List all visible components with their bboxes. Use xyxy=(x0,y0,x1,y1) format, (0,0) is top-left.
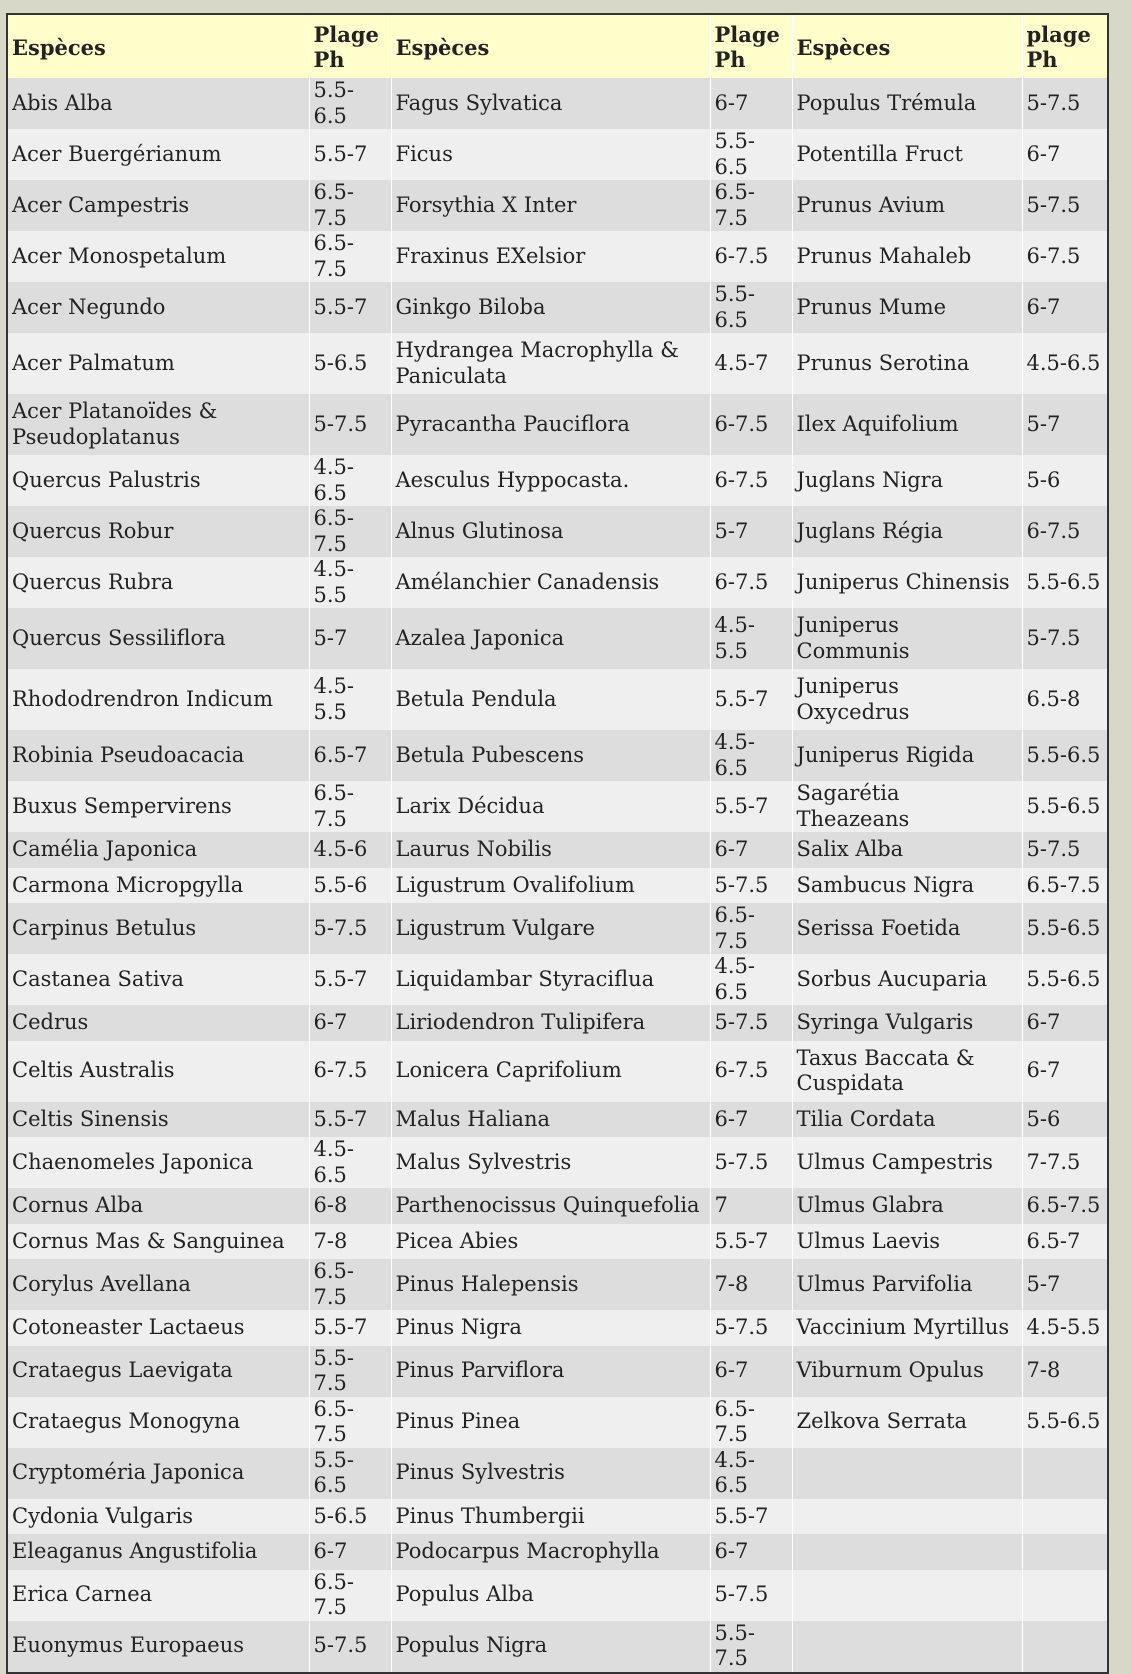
ph-range-cell: 5.5-6.5 xyxy=(1022,557,1107,608)
ph-range-cell: 5.5-7 xyxy=(710,1499,792,1535)
species-cell: Ulmus Parvifolia xyxy=(792,1259,1022,1310)
ph-range-cell: 6-8 xyxy=(309,1188,391,1224)
species-cell xyxy=(792,1621,1022,1672)
ph-range-cell: 5.5-7 xyxy=(309,129,391,180)
species-cell: Cydonia Vulgaris xyxy=(8,1499,309,1535)
ph-range-cell: 5.5-6.5 xyxy=(1022,730,1107,781)
ph-range-cell: 6-7.5 xyxy=(710,557,792,608)
species-cell: Crataegus Monogyna xyxy=(8,1397,309,1448)
ph-range-cell: 6-7 xyxy=(710,832,792,868)
ph-range-cell: 5-7.5 xyxy=(710,1570,792,1621)
species-cell: Quercus Rubra xyxy=(8,557,309,608)
species-cell: Serissa Foetida xyxy=(792,903,1022,954)
ph-range-cell: 5-7.5 xyxy=(309,903,391,954)
ph-range-cell: 5.5-7 xyxy=(309,1310,391,1346)
ph-range-cell: 6-7.5 xyxy=(710,455,792,506)
species-cell: Hydrangea Macrophylla & Paniculata xyxy=(391,333,710,394)
ph-range-cell: 5-7.5 xyxy=(710,1310,792,1346)
species-cell: Juniperus Rigida xyxy=(792,730,1022,781)
ph-range-cell: 6.5-7.5 xyxy=(309,1259,391,1310)
ph-range-cell: 6.5-7.5 xyxy=(309,180,391,231)
species-cell: Populus Trémula xyxy=(792,78,1022,129)
species-cell: Euonymus Europaeus xyxy=(8,1621,309,1672)
ph-range-cell: 5-7 xyxy=(1022,1259,1107,1310)
species-cell: Ficus xyxy=(391,129,710,180)
ph-range-cell: 6.5-7.5 xyxy=(710,903,792,954)
species-cell: Juniperus Oxycedrus xyxy=(792,669,1022,730)
table-row xyxy=(8,1005,1107,1041)
table-row xyxy=(8,1137,1107,1188)
species-cell: Parthenocissus Quinquefolia xyxy=(391,1188,710,1224)
species-cell: Erica Carnea xyxy=(8,1570,309,1621)
ph-range-cell: 5.5-7 xyxy=(309,282,391,333)
ph-range-cell: 4.5-6.5 xyxy=(309,455,391,506)
species-cell: Ulmus Glabra xyxy=(792,1188,1022,1224)
ph-range-cell: 5.5-6.5 xyxy=(1022,781,1107,832)
species-cell: Chaenomeles Japonica xyxy=(8,1137,309,1188)
species-cell: Pinus Pinea xyxy=(391,1397,710,1448)
ph-range-cell: 4.5-6.5 xyxy=(1022,333,1107,394)
table-row xyxy=(8,1499,1107,1535)
species-cell xyxy=(792,1534,1022,1570)
species-cell: Celtis Sinensis xyxy=(8,1102,309,1138)
ph-range-cell: 7-8 xyxy=(710,1259,792,1310)
species-cell: Acer Platanoïdes & Pseudoplatanus xyxy=(8,394,309,455)
ph-range-cell: 6-7.5 xyxy=(1022,506,1107,557)
species-cell: Juniperus Communis xyxy=(792,608,1022,669)
ph-range-cell: 5.5-6 xyxy=(309,868,391,904)
species-cell: Pinus Halepensis xyxy=(391,1259,710,1310)
species-cell xyxy=(792,1448,1022,1499)
ph-range-cell: 6-7.5 xyxy=(309,1041,391,1102)
species-cell: Corylus Avellana xyxy=(8,1259,309,1310)
ph-range-cell: 4.5-6.5 xyxy=(710,954,792,1005)
ph-range-cell: 5.5-7 xyxy=(710,781,792,832)
ph-range-cell: 7-7.5 xyxy=(1022,1137,1107,1188)
species-cell: Abis Alba xyxy=(8,78,309,129)
ph-range-cell: 5.5-7.5 xyxy=(309,1346,391,1397)
ph-range-cell: 5.5-7 xyxy=(710,1224,792,1260)
table-row xyxy=(8,180,1107,231)
ph-range-cell: 6.5-8 xyxy=(1022,669,1107,730)
ph-range-cell: 5-7.5 xyxy=(1022,78,1107,129)
ph-range-cell: 7-8 xyxy=(1022,1346,1107,1397)
table-row xyxy=(8,1259,1107,1310)
ph-range-cell: 6.5-7.5 xyxy=(710,180,792,231)
ph-range-cell: 5-6.5 xyxy=(309,333,391,394)
species-cell: Castanea Sativa xyxy=(8,954,309,1005)
ph-range-cell: 5.5-6.5 xyxy=(1022,1397,1107,1448)
species-cell: Quercus Robur xyxy=(8,506,309,557)
species-cell: Juglans Nigra xyxy=(792,455,1022,506)
species-cell: Ulmus Laevis xyxy=(792,1224,1022,1260)
ph-range-cell: 6-7 xyxy=(309,1005,391,1041)
ph-range-cell: 6-7.5 xyxy=(1022,231,1107,282)
header-ph-range-1: Plage Ph xyxy=(309,15,391,78)
ph-range-cell: 5-7.5 xyxy=(1022,608,1107,669)
species-cell: Pinus Thumbergii xyxy=(391,1499,710,1535)
species-cell: Acer Palmatum xyxy=(8,333,309,394)
header-ph-range-3: plage Ph xyxy=(1022,15,1107,78)
species-cell: Fraxinus EXelsior xyxy=(391,231,710,282)
species-cell: Carpinus Betulus xyxy=(8,903,309,954)
table-row xyxy=(8,1041,1107,1102)
species-cell: Prunus Mume xyxy=(792,282,1022,333)
species-cell: Podocarpus Macrophylla xyxy=(391,1534,710,1570)
ph-range-cell: 6-7 xyxy=(1022,129,1107,180)
table-row xyxy=(8,1102,1107,1138)
ph-range-cell: 5.5-6.5 xyxy=(710,282,792,333)
ph-range-cell: 6-7 xyxy=(710,1102,792,1138)
species-cell: Picea Abies xyxy=(391,1224,710,1260)
ph-range-cell: 6.5-7.5 xyxy=(1022,1188,1107,1224)
species-cell: Tilia Cordata xyxy=(792,1102,1022,1138)
table-row xyxy=(8,1346,1107,1397)
table-row xyxy=(8,730,1107,781)
species-cell: Populus Alba xyxy=(391,1570,710,1621)
ph-range-cell: 6-7.5 xyxy=(710,1041,792,1102)
table-row xyxy=(8,1310,1107,1346)
species-cell: Acer Buergérianum xyxy=(8,129,309,180)
species-cell: Syringa Vulgaris xyxy=(792,1005,1022,1041)
species-cell: Quercus Sessiliflora xyxy=(8,608,309,669)
species-cell: Larix Décidua xyxy=(391,781,710,832)
species-cell: Juniperus Chinensis xyxy=(792,557,1022,608)
species-cell: Cryptoméria Japonica xyxy=(8,1448,309,1499)
ph-range-cell xyxy=(1022,1448,1107,1499)
ph-range-cell: 6.5-7.5 xyxy=(309,1397,391,1448)
ph-range-cell: 5-7.5 xyxy=(309,1621,391,1672)
species-cell: Prunus Serotina xyxy=(792,333,1022,394)
species-cell: Forsythia X Inter xyxy=(391,180,710,231)
species-ph-table xyxy=(8,15,1107,1672)
ph-range-cell: 6-7 xyxy=(710,78,792,129)
ph-range-cell: 5.5-6.5 xyxy=(309,78,391,129)
ph-range-cell: 4.5-6.5 xyxy=(309,1137,391,1188)
species-cell: Liquidambar Styraciflua xyxy=(391,954,710,1005)
ph-range-cell: 6.5-7.5 xyxy=(309,1570,391,1621)
table-row xyxy=(8,608,1107,669)
table-row xyxy=(8,954,1107,1005)
ph-range-cell: 4.5-7 xyxy=(710,333,792,394)
ph-range-cell: 6-7 xyxy=(1022,1005,1107,1041)
ph-range-cell: 4.5-5.5 xyxy=(1022,1310,1107,1346)
ph-range-cell: 6-7 xyxy=(1022,282,1107,333)
ph-range-cell: 4.5-5.5 xyxy=(309,669,391,730)
ph-range-cell: 4.5-6 xyxy=(309,832,391,868)
table-row xyxy=(8,868,1107,904)
ph-range-cell: 6-7.5 xyxy=(710,231,792,282)
ph-range-cell: 6-7 xyxy=(1022,1041,1107,1102)
ph-range-cell: 4.5-5.5 xyxy=(309,557,391,608)
species-cell: Ilex Aquifolium xyxy=(792,394,1022,455)
ph-range-cell: 5-6 xyxy=(1022,455,1107,506)
ph-range-cell: 5.5-6.5 xyxy=(1022,954,1107,1005)
species-cell: Acer Negundo xyxy=(8,282,309,333)
ph-range-cell: 5.5-7 xyxy=(710,669,792,730)
species-cell: Amélanchier Canadensis xyxy=(391,557,710,608)
table-row xyxy=(8,1188,1107,1224)
species-cell: Populus Nigra xyxy=(391,1621,710,1672)
table-row xyxy=(8,1397,1107,1448)
table-header-row xyxy=(8,15,1107,78)
species-cell: Ligustrum Ovalifolium xyxy=(391,868,710,904)
ph-range-cell: 6-7 xyxy=(710,1534,792,1570)
table-row xyxy=(8,129,1107,180)
species-cell: Quercus Palustris xyxy=(8,455,309,506)
ph-range-cell: 6-7 xyxy=(309,1534,391,1570)
species-cell: Carmona Micropgylla xyxy=(8,868,309,904)
ph-range-cell: 5.5-7 xyxy=(309,1102,391,1138)
ph-range-cell: 5-6 xyxy=(1022,1102,1107,1138)
ph-range-cell: 5-7 xyxy=(309,608,391,669)
species-cell xyxy=(792,1570,1022,1621)
ph-range-cell: 5-7 xyxy=(1022,394,1107,455)
header-species-3: Espèces xyxy=(792,15,1022,78)
species-cell: Prunus Mahaleb xyxy=(792,231,1022,282)
ph-range-cell: 5-6.5 xyxy=(309,1499,391,1535)
table-row xyxy=(8,455,1107,506)
species-cell: Prunus Avium xyxy=(792,180,1022,231)
ph-range-cell: 5.5-6.5 xyxy=(1022,903,1107,954)
ph-range-cell xyxy=(1022,1499,1107,1535)
header-species-1: Espèces xyxy=(8,15,309,78)
ph-range-cell: 5-7.5 xyxy=(710,868,792,904)
ph-range-cell: 5.5-7 xyxy=(309,954,391,1005)
ph-range-cell: 5-7.5 xyxy=(1022,180,1107,231)
species-cell: Taxus Baccata & Cuspidata xyxy=(792,1041,1022,1102)
ph-range-cell: 6.5-7 xyxy=(1022,1224,1107,1260)
species-cell: Ulmus Campestris xyxy=(792,1137,1022,1188)
species-cell: Pinus Nigra xyxy=(391,1310,710,1346)
table-row xyxy=(8,903,1107,954)
ph-range-cell xyxy=(1022,1570,1107,1621)
table-row xyxy=(8,506,1107,557)
table-row xyxy=(8,1224,1107,1260)
species-cell: Acer Monospetalum xyxy=(8,231,309,282)
ph-range-cell: 5.5-6.5 xyxy=(309,1448,391,1499)
table-row xyxy=(8,282,1107,333)
table-row xyxy=(8,1570,1107,1621)
table-row xyxy=(8,669,1107,730)
species-cell: Lonicera Caprifolium xyxy=(391,1041,710,1102)
species-cell: Crataegus Laevigata xyxy=(8,1346,309,1397)
species-cell: Betula Pubescens xyxy=(391,730,710,781)
table-row xyxy=(8,78,1107,129)
ph-range-cell: 6.5-7.5 xyxy=(1022,868,1107,904)
species-cell: Fagus Sylvatica xyxy=(391,78,710,129)
species-cell: Cornus Alba xyxy=(8,1188,309,1224)
ph-range-cell: 5-7.5 xyxy=(710,1137,792,1188)
header-species-2: Espèces xyxy=(391,15,710,78)
species-cell: Salix Alba xyxy=(792,832,1022,868)
species-cell: Pinus Parviflora xyxy=(391,1346,710,1397)
ph-range-cell: 6.5-7.5 xyxy=(309,506,391,557)
species-cell: Robinia Pseudoacacia xyxy=(8,730,309,781)
table-row xyxy=(8,781,1107,832)
species-cell: Ligustrum Vulgare xyxy=(391,903,710,954)
species-cell: Eleaganus Angustifolia xyxy=(8,1534,309,1570)
header-ph-range-2: Plage Ph xyxy=(710,15,792,78)
table-row xyxy=(8,1621,1107,1672)
species-cell: Acer Campestris xyxy=(8,180,309,231)
species-cell: Cotoneaster Lactaeus xyxy=(8,1310,309,1346)
species-cell: Cornus Mas & Sanguinea xyxy=(8,1224,309,1260)
species-cell: Aesculus Hyppocasta. xyxy=(391,455,710,506)
ph-range-cell: 5-7.5 xyxy=(710,1005,792,1041)
ph-range-cell: 6.5-7.5 xyxy=(710,1397,792,1448)
ph-range-cell: 4.5-6.5 xyxy=(710,730,792,781)
ph-range-cell: 6.5-7 xyxy=(309,730,391,781)
ph-range-cell: 6-7 xyxy=(710,1346,792,1397)
table-row xyxy=(8,1534,1107,1570)
table-row xyxy=(8,557,1107,608)
species-cell: Malus Sylvestris xyxy=(391,1137,710,1188)
ph-range-cell xyxy=(1022,1621,1107,1672)
species-cell: Sorbus Aucuparia xyxy=(792,954,1022,1005)
ph-range-cell: 5-7.5 xyxy=(309,394,391,455)
species-cell: Laurus Nobilis xyxy=(391,832,710,868)
ph-range-cell: 5-7.5 xyxy=(1022,832,1107,868)
ph-range-cell: 5.5-7.5 xyxy=(710,1621,792,1672)
ph-range-cell: 6.5-7.5 xyxy=(309,231,391,282)
ph-range-cell: 7 xyxy=(710,1188,792,1224)
species-cell: Camélia Japonica xyxy=(8,832,309,868)
species-cell: Azalea Japonica xyxy=(391,608,710,669)
species-cell: Buxus Sempervirens xyxy=(8,781,309,832)
ph-range-cell: 6-7.5 xyxy=(710,394,792,455)
table-row xyxy=(8,231,1107,282)
ph-range-cell: 4.5-5.5 xyxy=(710,608,792,669)
species-cell: Malus Haliana xyxy=(391,1102,710,1138)
species-cell xyxy=(792,1499,1022,1535)
species-cell: Potentilla Fruct xyxy=(792,129,1022,180)
table-row xyxy=(8,333,1107,394)
species-cell: Cedrus xyxy=(8,1005,309,1041)
species-cell: Sambucus Nigra xyxy=(792,868,1022,904)
species-cell: Zelkova Serrata xyxy=(792,1397,1022,1448)
species-cell: Sagarétia Theazeans xyxy=(792,781,1022,832)
species-cell: Rhododrendron Indicum xyxy=(8,669,309,730)
ph-range-cell: 5.5-6.5 xyxy=(710,129,792,180)
ph-range-cell: 5-7 xyxy=(710,506,792,557)
species-cell: Viburnum Opulus xyxy=(792,1346,1022,1397)
species-cell: Alnus Glutinosa xyxy=(391,506,710,557)
ph-range-cell: 6.5-7.5 xyxy=(309,781,391,832)
species-ph-table-frame xyxy=(6,13,1109,1674)
ph-range-cell: 7-8 xyxy=(309,1224,391,1260)
species-cell: Liriodendron Tulipifera xyxy=(391,1005,710,1041)
table-row xyxy=(8,1448,1107,1499)
species-cell: Pinus Sylvestris xyxy=(391,1448,710,1499)
species-cell: Celtis Australis xyxy=(8,1041,309,1102)
species-cell: Juglans Régia xyxy=(792,506,1022,557)
ph-range-cell: 4.5-6.5 xyxy=(710,1448,792,1499)
species-cell: Betula Pendula xyxy=(391,669,710,730)
species-cell: Pyracantha Pauciflora xyxy=(391,394,710,455)
table-row xyxy=(8,394,1107,455)
table-row xyxy=(8,832,1107,868)
ph-range-cell xyxy=(1022,1534,1107,1570)
species-cell: Vaccinium Myrtillus xyxy=(792,1310,1022,1346)
species-cell: Ginkgo Biloba xyxy=(391,282,710,333)
table-body xyxy=(8,78,1107,1672)
